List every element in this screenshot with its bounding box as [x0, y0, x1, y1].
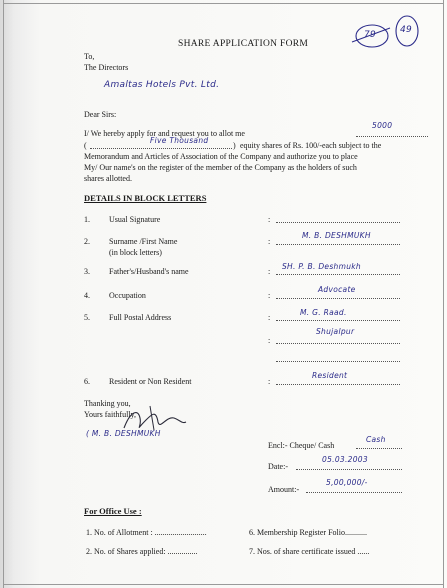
row-4-num: 4.	[84, 291, 90, 300]
addr-2-colon: :	[268, 336, 271, 345]
row-4-line	[276, 298, 400, 299]
row-3-value: SH. P. B. Deshmukh	[282, 262, 361, 271]
office-item-1: 1. No. of Allotment : ..........................	[86, 528, 207, 537]
allot-words-line	[90, 148, 232, 149]
salutation: Dear Sirs:	[84, 110, 117, 119]
details-heading: DETAILS IN BLOCK LETTERS	[84, 193, 207, 203]
office-item-2: 2. No. of Shares applied: ...............	[86, 547, 198, 556]
company-name: Amaltas Hotels Pvt. Ltd.	[104, 80, 220, 90]
office-item-7: 7. Nos. of share certificate issued ......	[249, 547, 370, 556]
amount-line	[306, 492, 402, 493]
allot-number: 5000	[372, 121, 393, 130]
row-3-line	[276, 274, 400, 275]
row-6-colon: :	[268, 377, 271, 386]
letter-line-5: shares allotted.	[84, 174, 132, 183]
row-6-line	[276, 384, 400, 385]
open-paren: (	[84, 141, 87, 150]
office-heading: For Office Use :	[84, 506, 142, 516]
yours-faithfully: Yours faithfully,	[84, 410, 137, 419]
amount-value: 5,00,000/-	[326, 478, 368, 487]
row-5-num: 5.	[84, 313, 90, 322]
signed-name: ( M. B. DESHMUKH	[86, 429, 161, 438]
row-5-line	[276, 320, 400, 321]
letter-line-4: My/ Our name's on the register of the member of the Company as the holders of such	[84, 163, 357, 172]
row-2-num: 2.	[84, 237, 90, 246]
row-2-label: Surname /First Name	[109, 237, 178, 246]
directors-label: The Directors	[84, 63, 129, 72]
row-4-colon: :	[268, 291, 271, 300]
letter-line-1: I/ We hereby apply for and request you to allot me	[84, 129, 245, 138]
amount-label: Amount:-	[268, 485, 300, 494]
row-2-value: M. B. DESHMUKH	[302, 231, 371, 240]
row-3-label: Father's/Husband's name	[109, 267, 189, 276]
circled-mark-number: 79	[364, 30, 377, 40]
date-line	[296, 469, 402, 470]
thanking-text: Thanking you,	[84, 399, 131, 408]
addr-2-value: Shujalpur	[316, 327, 355, 336]
letter-line-3: Memorandum and Articles of Association of the Company and authorize you to place	[84, 152, 358, 161]
left-border	[3, 0, 4, 588]
row-4-label: Occupation	[109, 291, 146, 300]
row-6-value: Resident	[312, 371, 348, 380]
mark-number: 49	[400, 25, 413, 35]
encl-value: Cash	[366, 435, 386, 444]
office-item-6: 6. Membership Register Folio...........	[249, 528, 367, 537]
row-2-sub: (in block letters)	[109, 248, 162, 257]
form-title: SHARE APPLICATION FORM	[178, 39, 309, 49]
row-2-line	[276, 244, 400, 245]
encl-label: Encl:- Cheque/ Cash	[268, 441, 335, 450]
row-1-label: Usual Signature	[109, 215, 161, 224]
bottom-border	[4, 584, 443, 585]
row-6-label: Resident or Non Resident	[109, 377, 192, 386]
to-label: To,	[84, 52, 95, 61]
row-2-colon: :	[268, 237, 271, 246]
date-value: 05.03.2003	[322, 455, 368, 464]
date-label: Date:-	[268, 462, 288, 471]
row-5-colon: :	[268, 313, 271, 322]
close-paren: )	[233, 141, 236, 150]
row-4-value: Advocate	[318, 285, 356, 294]
allot-words: Five Thousand	[150, 136, 209, 145]
allot-number-line	[356, 136, 428, 137]
row-6-num: 6.	[84, 377, 90, 386]
top-border	[4, 3, 443, 4]
row-1-colon: :	[268, 215, 271, 224]
encl-line	[356, 448, 402, 449]
row-3-num: 3.	[84, 267, 90, 276]
row-1-num: 1.	[84, 215, 90, 224]
row-3-colon: :	[268, 267, 271, 276]
row-5-value: M. G. Raad.	[300, 308, 347, 317]
letter-line-2: equity shares of Rs. 100/-each subject to the	[240, 141, 382, 150]
row-1-line	[276, 222, 400, 223]
addr-2-line	[276, 343, 400, 344]
addr-3-line	[276, 361, 400, 362]
row-5-label: Full Postal Address	[109, 313, 172, 322]
right-border	[443, 0, 444, 588]
